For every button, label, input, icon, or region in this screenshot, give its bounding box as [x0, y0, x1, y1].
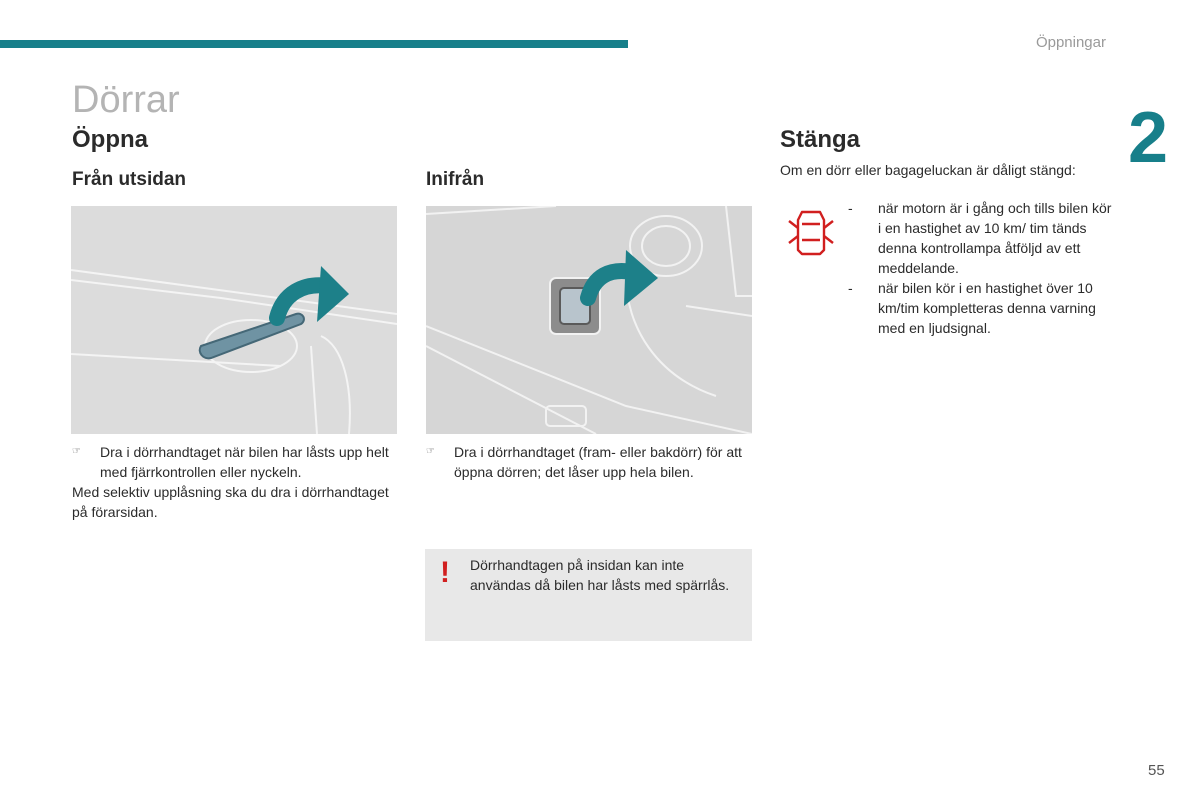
page-number: 55 — [1148, 762, 1165, 779]
inside-instruction — [426, 442, 756, 484]
inside-door-handle-illustration — [426, 206, 752, 434]
pointer-hand-icon: ☞ — [72, 446, 81, 457]
outside-door-handle-illustration — [71, 206, 397, 434]
inside-instruction-text: Dra i dörrhandtaget (fram- eller bakdörr) för att öppna dörren; det låser upp hela bilen. — [454, 444, 742, 480]
door-open-warning-icon — [786, 206, 836, 258]
close-heading: Stänga — [780, 126, 861, 153]
list-dash: - — [848, 200, 853, 216]
warning-text: Dörrhandtagen på insidan kan inte användas då bilen har låsts med spärrlås. — [470, 557, 730, 593]
page-title: Dörrar — [72, 79, 180, 121]
outside-heading: Från utsidan — [72, 169, 187, 190]
list-item — [848, 198, 1118, 280]
list-item-text: när bilen kör i en hastighet över 10 km/tim kompletteras denna varning med en ljudsignal. — [878, 280, 1096, 336]
exclamation-icon: ! — [440, 556, 450, 589]
chapter-number: 2 — [1128, 98, 1169, 178]
list-item — [848, 278, 1118, 340]
outside-instruction-text: Dra i dörrhandtaget när bilen har låsts upp helt med fjärrkontrollen eller nyckeln. — [100, 444, 389, 480]
section-header: Öppningar — [1035, 34, 1106, 51]
outside-instruction — [72, 442, 402, 484]
list-item-text: när motorn är i gång och tills bilen kör i en hastighet av 10 km/ tim tänds denna kontrollampa åtföljd av ett meddelande. — [878, 200, 1112, 276]
close-intro: Om en dörr eller bagageluckan är dåligt stängd: — [780, 162, 1076, 178]
inside-heading: Inifrån — [426, 169, 485, 190]
open-heading: Öppna — [72, 126, 148, 153]
top-accent-bar — [0, 40, 628, 48]
list-dash: - — [848, 280, 853, 296]
pointer-hand-icon: ☞ — [426, 446, 435, 457]
outside-note: Med selektiv upplåsning ska du dra i dörrhandtaget på förarsidan. — [72, 484, 389, 520]
